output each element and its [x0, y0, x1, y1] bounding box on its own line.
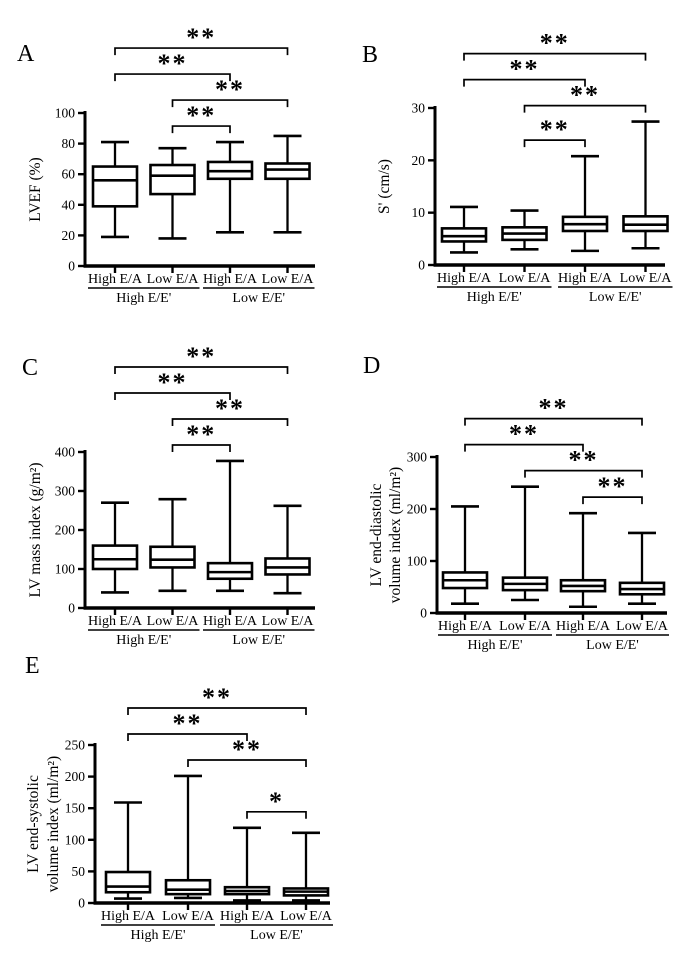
significance-stars: **: [539, 28, 570, 58]
category-label: Low E/A: [499, 619, 551, 634]
significance-bracket: [464, 55, 585, 87]
y-axis-title: LVEF (%): [27, 157, 44, 222]
box-whisker-3: [225, 828, 269, 901]
box-whisker-4: [624, 122, 668, 249]
y-axis-title: LV end-systolic: [25, 775, 42, 873]
box-whisker-1: [443, 506, 487, 603]
y-axis-title: S' (cm/s): [376, 159, 393, 214]
y-tick-label: 20: [61, 227, 75, 243]
box-whisker-4: [266, 136, 310, 232]
box-whisker-3: [563, 156, 607, 251]
significance-stars: **: [215, 75, 245, 105]
category-label: High E/A: [100, 909, 156, 924]
iqr-box: [106, 872, 150, 892]
box-whisker-2: [166, 776, 210, 898]
y-tick-label: 100: [406, 553, 427, 569]
category-label: High E/A: [219, 909, 275, 924]
significance-bracket: [188, 735, 306, 767]
significance-stars: **: [202, 682, 232, 712]
significance-bracket: [583, 472, 642, 504]
significance-stars: **: [509, 54, 540, 84]
panel-c: [27, 342, 315, 648]
y-tick-label: 60: [61, 166, 75, 182]
group-label: Low E/E': [250, 928, 303, 943]
category-label: Low E/A: [280, 909, 332, 924]
box-whisker-4: [620, 533, 664, 604]
significance-bracket: [525, 81, 646, 113]
iqr-box: [151, 165, 195, 194]
category-label: Low E/A: [498, 271, 551, 286]
y-tick-label: 50: [71, 863, 85, 879]
group-label: Low E/E': [232, 291, 286, 306]
iqr-box: [93, 546, 137, 569]
y-tick-label: 0: [68, 600, 75, 616]
y-tick-label: 80: [61, 136, 75, 152]
category-label: Low E/A: [162, 909, 214, 924]
significance-stars: **: [157, 367, 188, 397]
significance-bracket: [525, 115, 586, 147]
box-whisker-1: [93, 503, 137, 593]
y-tick-label: 0: [420, 605, 427, 621]
box-whisker-1: [93, 142, 137, 237]
significance-bracket: [115, 23, 288, 55]
box-whisker-2: [503, 211, 547, 250]
significance-bracket: [464, 29, 646, 61]
significance-stars: **: [186, 101, 217, 131]
significance-stars: **: [186, 23, 217, 53]
category-label: Low E/A: [261, 272, 314, 287]
significance-stars: **: [597, 472, 628, 502]
significance-stars: **: [172, 708, 203, 738]
y-tick-label: 400: [54, 444, 75, 460]
panel-e: [25, 683, 333, 943]
y-tick-label: 300: [406, 449, 427, 465]
panel-label-a: A: [17, 41, 35, 67]
category-label: High E/A: [87, 272, 143, 287]
significance-bracket: [247, 787, 306, 819]
significance-stars: **: [186, 419, 217, 449]
y-tick-label: 20: [411, 152, 425, 168]
group-label: Low E/E': [232, 633, 286, 648]
category-label: High E/A: [87, 614, 143, 629]
y-axis-title: LV mass index (g/m²): [27, 462, 44, 598]
panel-label-e: E: [25, 653, 40, 679]
category-label: Low E/A: [146, 272, 199, 287]
box-whisker-1: [442, 207, 486, 253]
y-tick-label: 0: [68, 258, 75, 274]
iqr-box: [93, 167, 137, 207]
box-whisker-2: [151, 499, 195, 591]
box-whisker-3: [561, 513, 605, 607]
group-label: High E/E': [466, 290, 522, 305]
significance-bracket: [115, 49, 230, 81]
box-whisker-2: [503, 487, 547, 600]
category-label: High E/A: [202, 272, 258, 287]
y-tick-label: 10: [411, 205, 425, 221]
group-label: High E/E': [116, 633, 172, 648]
panel-d: [368, 394, 669, 653]
significance-stars: **: [570, 80, 600, 110]
significance-stars: **: [568, 445, 599, 475]
y-tick-label: 100: [54, 561, 75, 577]
y-tick-label: 100: [64, 832, 85, 848]
significance-stars: **: [186, 341, 217, 371]
y-tick-label: 0: [78, 895, 85, 911]
panel-label-b: B: [362, 42, 379, 68]
y-tick-label: 200: [64, 769, 85, 785]
group-label: Low E/E': [586, 638, 639, 653]
significance-stars: **: [539, 115, 570, 145]
group-label: High E/E': [116, 291, 172, 306]
significance-bracket: [128, 683, 306, 715]
box-whisker-3: [208, 142, 252, 232]
significance-bracket: [128, 709, 247, 741]
y-tick-label: 0: [418, 257, 425, 273]
y-tick-label: 100: [54, 105, 75, 121]
iqr-box: [266, 163, 310, 178]
category-label: High E/A: [437, 619, 493, 634]
group-label: High E/E': [467, 638, 523, 653]
significance-stars: **: [157, 49, 188, 79]
iqr-box: [166, 880, 210, 894]
category-label: High E/A: [202, 614, 258, 629]
y-tick-label: 300: [54, 483, 75, 499]
significance-bracket: [173, 101, 231, 133]
y-tick-label: 150: [64, 800, 85, 816]
category-label: High E/A: [557, 271, 613, 286]
panel-b: [376, 29, 673, 305]
category-label: High E/A: [555, 619, 611, 634]
category-label: Low E/A: [261, 614, 314, 629]
y-axis-title: volume index (ml/m²): [45, 755, 62, 893]
panel-label-c: C: [22, 355, 39, 381]
significance-bracket: [465, 394, 642, 426]
significance-stars: *: [269, 786, 284, 816]
y-tick-label: 250: [64, 737, 85, 753]
y-tick-label: 30: [411, 100, 425, 116]
category-label: High E/A: [436, 271, 492, 286]
category-label: Low E/A: [616, 619, 668, 634]
box-whisker-2: [151, 148, 195, 238]
group-label: High E/E': [130, 928, 186, 943]
significance-bracket: [115, 342, 288, 374]
significance-bracket: [465, 420, 583, 452]
significance-bracket: [173, 420, 231, 452]
y-tick-label: 200: [406, 501, 427, 517]
category-label: Low E/A: [146, 614, 199, 629]
y-tick-label: 40: [61, 197, 75, 213]
panel-label-d: D: [363, 353, 381, 379]
y-tick-label: 200: [54, 522, 75, 538]
category-label: Low E/A: [619, 271, 672, 286]
box-whisker-1: [106, 803, 150, 899]
iqr-box: [442, 228, 486, 241]
significance-stars: **: [509, 419, 539, 449]
y-axis-title: volume index (ml/m²): [387, 466, 404, 604]
box-whisker-4: [284, 833, 328, 901]
significance-stars: **: [215, 393, 245, 423]
panel-a: [27, 23, 315, 306]
group-label: Low E/E': [588, 290, 642, 305]
box-whisker-3: [208, 461, 252, 591]
iqr-box: [151, 547, 195, 568]
significance-stars: **: [538, 393, 569, 423]
y-axis-title: LV end-diastolic: [368, 483, 385, 587]
box-whisker-4: [266, 506, 310, 593]
significance-bracket: [115, 368, 230, 400]
significance-stars: **: [232, 734, 262, 764]
